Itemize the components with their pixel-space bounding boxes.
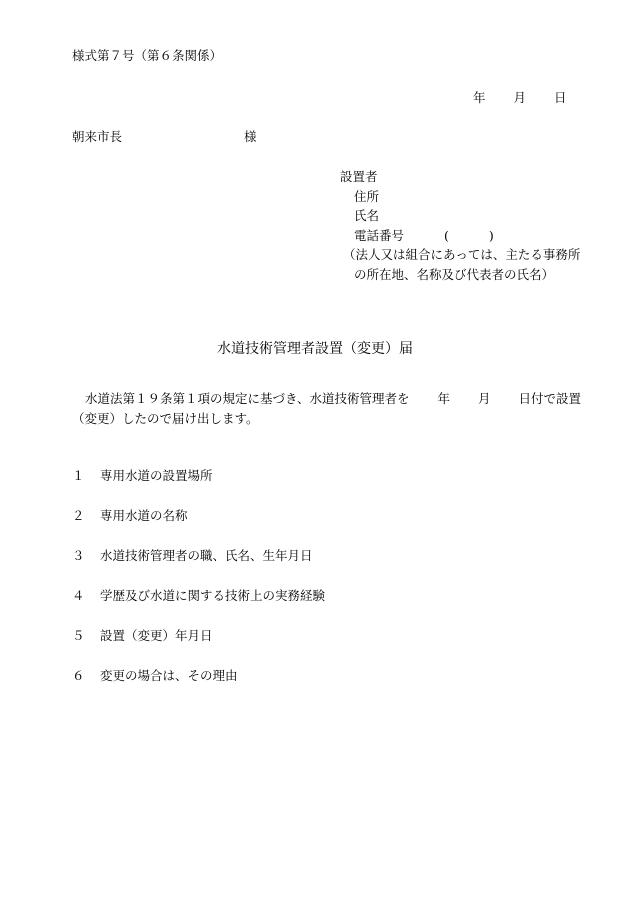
list-item [72, 510, 325, 550]
date-month: 月 [513, 90, 527, 105]
item-number: ４ [72, 588, 85, 603]
phone-paren-close: ) [488, 227, 494, 243]
list-item [72, 470, 325, 510]
item-number: １ [72, 468, 85, 483]
date-day: 日 [554, 90, 567, 105]
recipient [72, 129, 257, 144]
item-text: 設置（変更）年月日 [100, 628, 213, 643]
submission-date [473, 92, 567, 105]
item-text: 専用水道の設置場所 [100, 468, 213, 483]
list-item [72, 630, 325, 670]
item-list [72, 470, 325, 710]
applicant-name-label: 氏名 [354, 208, 380, 223]
list-item [72, 670, 325, 710]
item-text: 水道技術管理者の職、氏名、生年月日 [100, 548, 313, 563]
document-title: 水道技術管理者設置（変更）届 [217, 341, 413, 357]
recipient-honorific: 様 [244, 129, 257, 144]
form-number-label: 様式第７号（第６条関係） [72, 48, 223, 63]
item-text: 変更の場合は、その理由 [100, 668, 238, 683]
body-text-part2: 日付で設置（変更）したので届け出します。 [72, 391, 582, 426]
item-text: 専用水道の名称 [100, 508, 188, 523]
applicant-block [340, 171, 580, 288]
item-number: ５ [72, 628, 85, 643]
applicant-label: 設置者 [340, 169, 378, 184]
applicant-note-line1: （法人又は組合にあっては、主たる事務所 [343, 247, 581, 262]
body-month: 月 [478, 391, 491, 406]
date-year: 年 [473, 90, 486, 105]
phone-paren-open: ( [444, 227, 449, 243]
body-year: 年 [437, 391, 451, 406]
applicant-address-label: 住所 [354, 188, 380, 204]
applicant-phone-label: 電話番号 [354, 227, 405, 243]
list-item [72, 550, 325, 590]
item-number: ３ [72, 548, 85, 563]
item-text: 学歴及び水道に関する技術上の実務経験 [100, 588, 326, 603]
item-number: ２ [72, 508, 85, 523]
list-item [72, 590, 325, 630]
applicant-note-line2: の所在地、名称及び代表者の氏名） [354, 266, 555, 282]
recipient-name: 朝来市長 [72, 129, 123, 144]
body-text-part1: 水道法第１９条第１項の規定に基づき、水道技術管理者を [85, 391, 410, 406]
item-number: ６ [72, 668, 85, 683]
body-paragraph [72, 389, 592, 429]
